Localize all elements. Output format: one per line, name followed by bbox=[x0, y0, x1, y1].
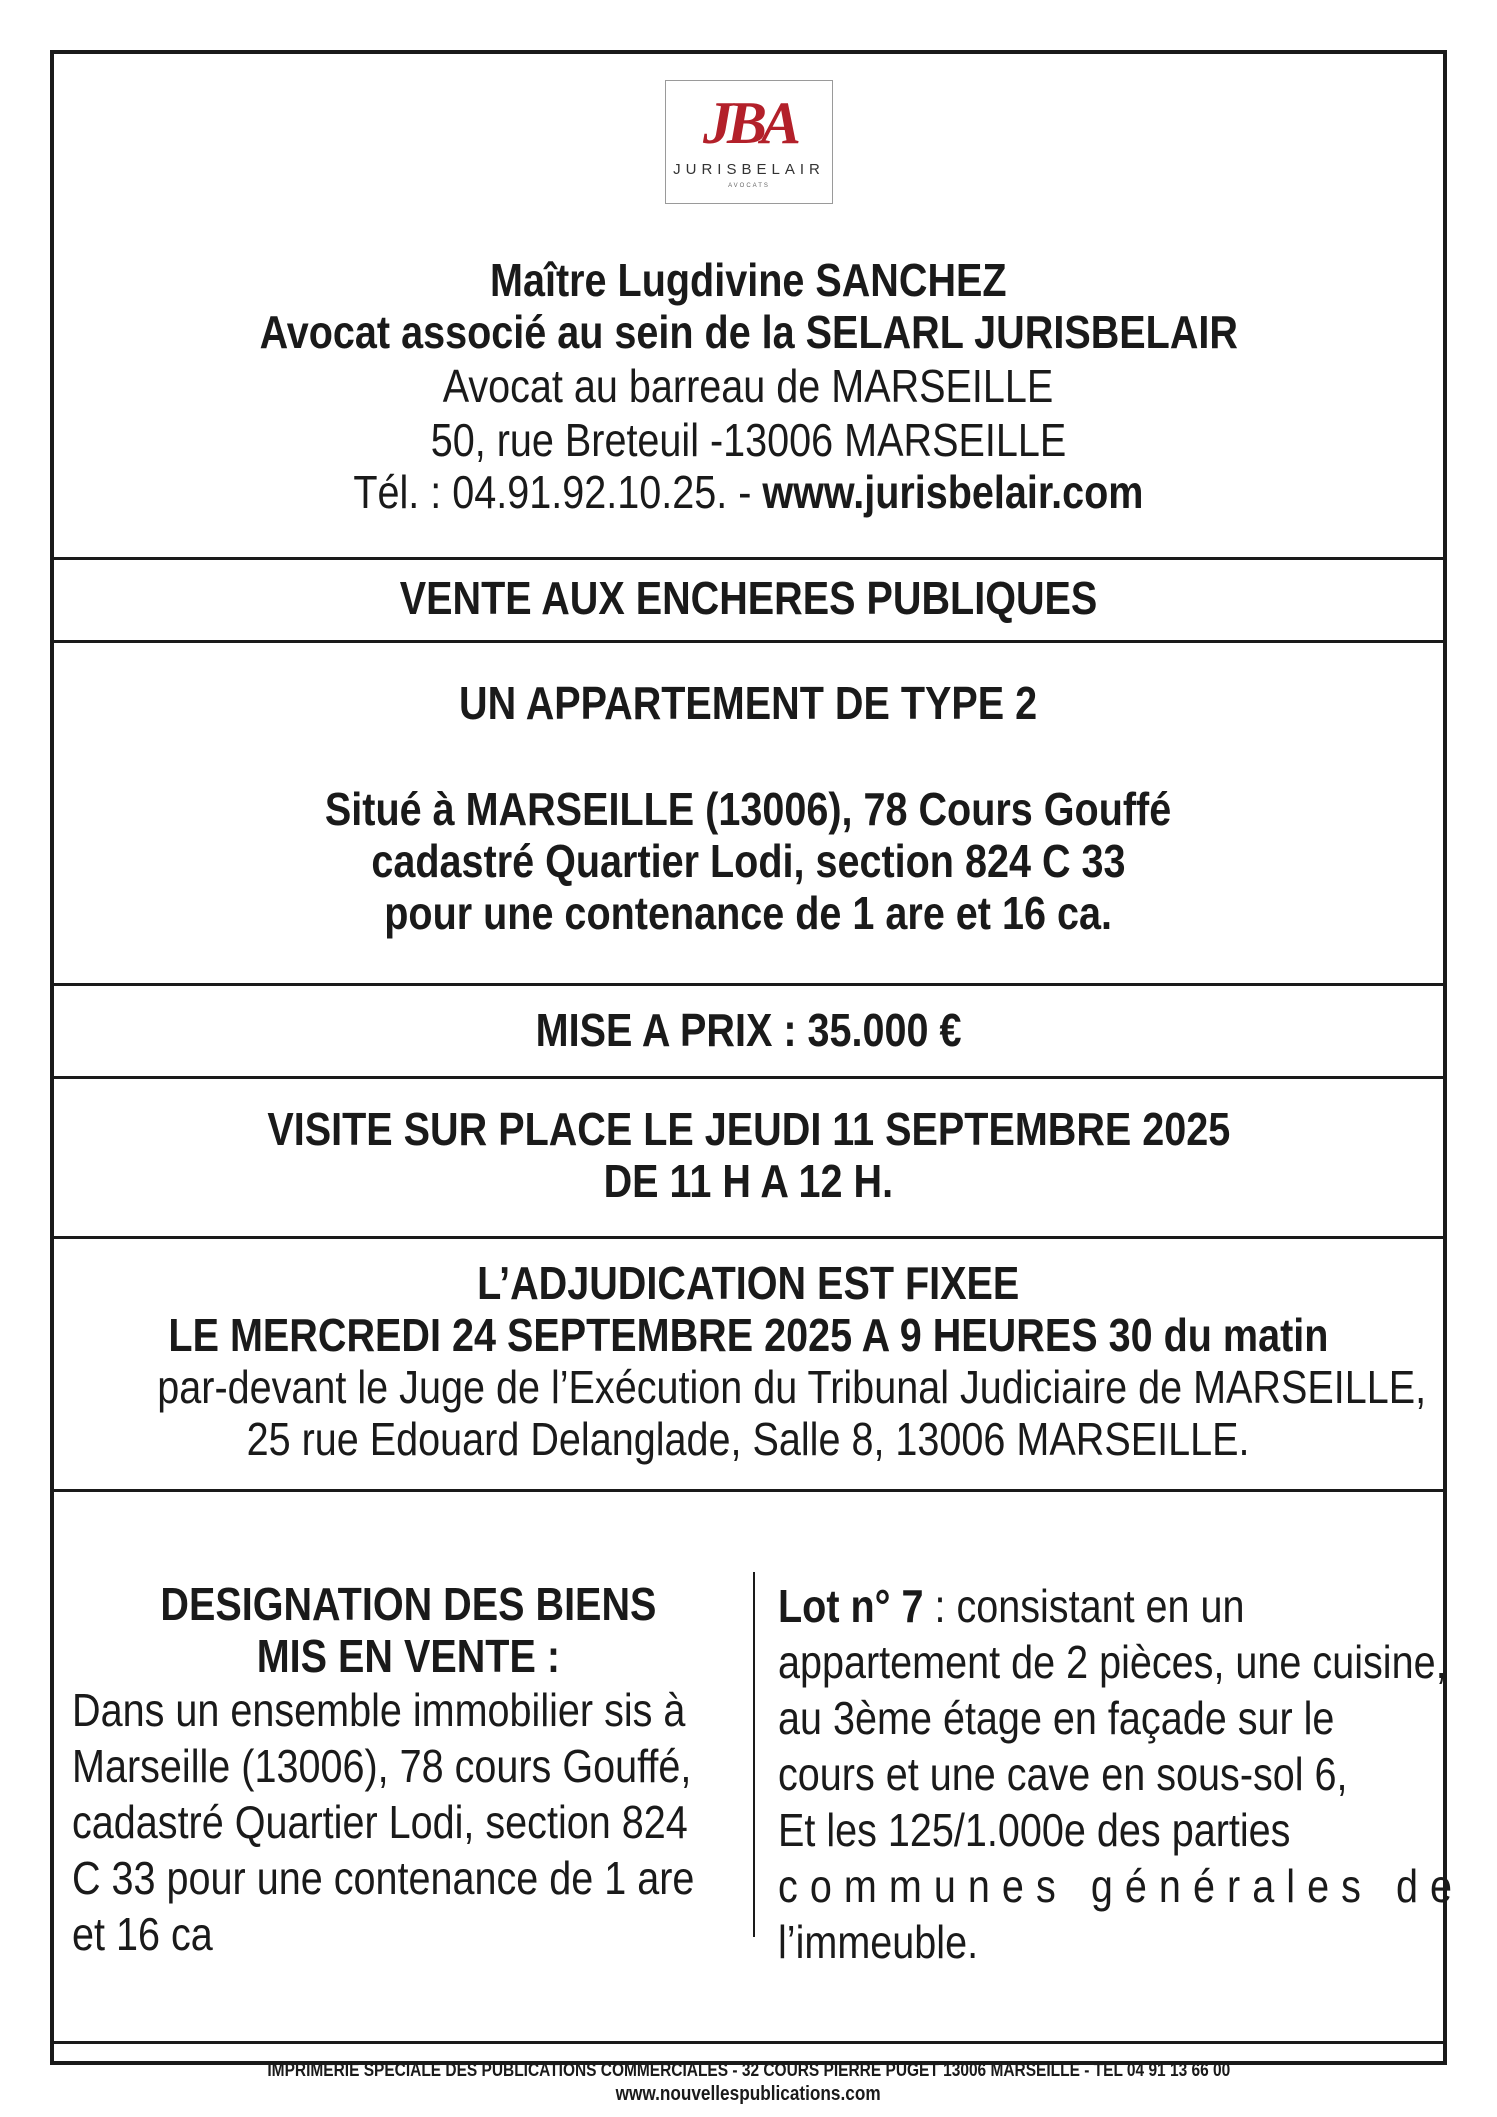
lawyer-website-link[interactable]: www.jurisbelair.com bbox=[762, 466, 1144, 518]
lawyer-header bbox=[54, 54, 1443, 557]
adjudication-title: L’ADJUDICATION EST FIXEE bbox=[477, 1257, 1020, 1309]
sale-title: VENTE AUX ENCHERES PUBLIQUES bbox=[399, 572, 1098, 624]
lot-text-line: Et les 125/1.000e des parties bbox=[778, 1804, 1291, 1856]
lawyer-name: Maître Lugdivine SANCHEZ bbox=[490, 254, 1007, 306]
logo-subtitle: AVOCATS bbox=[728, 183, 770, 189]
property-location-line1: Situé à MARSEILLE (13006), 78 Cours Gouffé bbox=[325, 783, 1172, 835]
lawyer-role: Avocat associé au sein de la SELARL JURISBELAIR bbox=[259, 306, 1238, 358]
designation-text-line: et 16 ca bbox=[72, 1908, 213, 1960]
jurisbelair-logo bbox=[665, 80, 833, 204]
designation-section bbox=[54, 1492, 1465, 2041]
lot-label: Lot n° 7 bbox=[778, 1580, 924, 1632]
designation-text-line: cadastré Quartier Lodi, section 824 bbox=[72, 1796, 688, 1848]
adjudication-court: par-devant le Juge de l’Exécution du Tribunal Judiciaire de MARSEILLE, bbox=[157, 1361, 1427, 1413]
adjudication-section bbox=[54, 1239, 1443, 1489]
price-section bbox=[54, 986, 1443, 1076]
lot-heading bbox=[778, 1578, 1420, 1634]
divider bbox=[54, 2041, 1443, 2044]
lawyer-phone: Tél. : 04.91.92.10.25. - bbox=[353, 466, 763, 518]
lot-text-line: appartement de 2 pièces, une cuisine, bbox=[778, 1636, 1447, 1688]
lot-text-line: au 3ème étage en façade sur le bbox=[778, 1692, 1335, 1744]
visit-date: VISITE SUR PLACE LE JEUDI 11 SEPTEMBRE 2025 bbox=[267, 1103, 1230, 1155]
column-divider bbox=[753, 1572, 755, 1937]
logo-name: JURISBELAIR bbox=[673, 161, 825, 178]
visit-section bbox=[54, 1079, 1443, 1236]
property-type: UN APPARTEMENT DE TYPE 2 bbox=[459, 677, 1038, 729]
designation-text-line: Dans un ensemble immobilier sis à bbox=[72, 1684, 686, 1736]
lawyer-bar: Avocat au barreau de MARSEILLE bbox=[443, 360, 1054, 412]
visit-hours: DE 11 H A 12 H. bbox=[603, 1155, 894, 1207]
lawyer-contact bbox=[54, 466, 1443, 518]
property-section bbox=[54, 643, 1443, 983]
property-location-line2: cadastré Quartier Lodi, section 824 C 33 bbox=[371, 835, 1126, 887]
starting-price: MISE A PRIX : 35.000 € bbox=[535, 1004, 962, 1056]
designation-column bbox=[72, 1578, 744, 1962]
printer-website-link[interactable]: www.nouvellespublications.com bbox=[615, 2083, 882, 2105]
designation-title-line1: DESIGNATION DES BIENS bbox=[159, 1578, 657, 1630]
designation-text-line: Marseille (13006), 78 cours Gouffé, bbox=[72, 1740, 692, 1792]
printer-info: IMPRIMERIE SPECIALE DES PUBLICATIONS COMMERCIALES - 32 COURS PIERRE PUGET 13006 MARSEILLE - TEL 04 91 13 66 00 bbox=[267, 2060, 1230, 2080]
lot-intro: : consistant en un bbox=[923, 1580, 1245, 1632]
lawyer-address: 50, rue Breteuil -13006 MARSEILLE bbox=[430, 414, 1067, 466]
lot-text-line: cours et une cave en sous-sol 6, bbox=[778, 1748, 1348, 1800]
notice-frame bbox=[50, 50, 1465, 2105]
adjudication-date: LE MERCREDI 24 SEPTEMBRE 2025 A 9 HEURES 30 du matin bbox=[168, 1309, 1329, 1361]
adjudication-address: 25 rue Edouard Delanglade, Salle 8, 13006 MARSEILLE. bbox=[247, 1413, 1250, 1465]
lot-column bbox=[778, 1578, 1465, 1970]
sale-section bbox=[54, 560, 1443, 640]
logo-mark: JBA bbox=[702, 90, 796, 156]
designation-title-line2: MIS EN VENTE : bbox=[256, 1630, 560, 1682]
property-location-line3: pour une contenance de 1 are et 16 ca. bbox=[384, 887, 1113, 939]
designation-text-line: C 33 pour une contenance de 1 are bbox=[72, 1852, 695, 1904]
lot-text-line: communes générales de bbox=[778, 1860, 1465, 1912]
lot-text-line: l’immeuble. bbox=[778, 1916, 979, 1968]
